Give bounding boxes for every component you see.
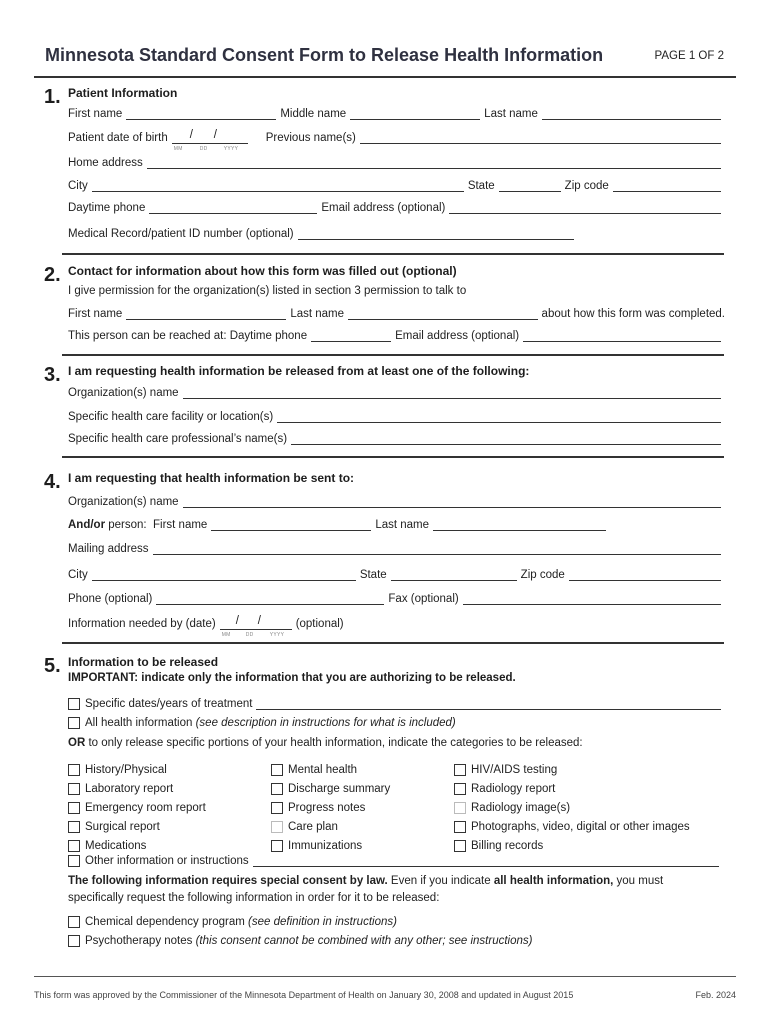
recipient-first-name-field[interactable] (211, 520, 371, 531)
patient-first-name-field[interactable] (126, 109, 276, 120)
recipient-last-name-label: Last name (375, 519, 430, 531)
contact-last-name-label: Last name (290, 308, 345, 320)
category-column-2 (271, 760, 390, 855)
section-2-title: Contact for information about how this form was filled out (optional) (68, 264, 457, 278)
category-label: Mental health (288, 763, 358, 776)
checkbox[interactable] (454, 840, 466, 852)
release-org-field[interactable] (183, 388, 721, 399)
date-slash-2: / (257, 615, 261, 627)
checkbox[interactable] (271, 821, 283, 833)
category-er[interactable] (68, 798, 206, 817)
first-name-label: First name (68, 108, 123, 120)
zip-label: Zip code (564, 180, 609, 192)
special-consent-bold: The following information requires special consent by law. (68, 875, 388, 887)
patient-dob-field[interactable] (172, 129, 248, 152)
patient-middle-name-field[interactable] (350, 109, 480, 120)
category-label: Immunizations (288, 839, 363, 852)
category-discharge[interactable] (271, 779, 390, 798)
chemical-dependency-note: (see definition in instructions) (248, 916, 397, 928)
recipient-fax-label: Fax (optional) (388, 593, 459, 605)
form-title: Minnesota Standard Consent Form to Release Health Information (45, 45, 604, 65)
section-4-title: I am requesting that health information be sent to: (68, 471, 355, 485)
category-label: Laboratory report (85, 782, 174, 795)
checkbox[interactable] (454, 764, 466, 776)
email-field[interactable] (449, 203, 721, 214)
recipient-phone-label: Phone (optional) (68, 593, 153, 605)
divider (62, 253, 724, 255)
checkbox[interactable] (454, 783, 466, 795)
or-label: OR (68, 737, 86, 749)
mailing-address-label: Mailing address (68, 543, 149, 555)
dob-mm-hint: MM (173, 146, 183, 152)
dob-slash-2: / (213, 129, 217, 141)
category-label: Radiology report (471, 782, 556, 795)
specific-dates-field[interactable] (256, 699, 721, 710)
category-history[interactable] (68, 760, 206, 779)
contact-email-field[interactable] (523, 331, 721, 342)
contact-first-name-field[interactable] (126, 309, 286, 320)
recipient-last-name-field[interactable] (433, 520, 606, 531)
recipient-phone-field[interactable] (156, 594, 384, 605)
other-info-label: Other information or instructions (85, 855, 249, 867)
important-note: IMPORTANT: indicate only the information that you are authorizing to be released. (68, 672, 516, 684)
dob-yyyy-hint: YYYY (223, 146, 239, 152)
category-label: Billing records (471, 839, 544, 852)
section-3-number: 3. (44, 364, 61, 386)
recipient-org-label: Organization(s) name (68, 496, 179, 508)
all-info-label: All health information (85, 717, 196, 729)
contact-email-label: Email address (optional) (395, 330, 520, 342)
date-dd-hint: DD (245, 632, 254, 638)
date-yyyy-hint: YYYY (269, 632, 285, 638)
section-3-title: I am requesting health information be released from at least one of the following: (68, 364, 530, 378)
section-1-title: Patient Information (68, 86, 178, 100)
category-label: Surgical report (85, 820, 160, 833)
special-consent-text: Even if you indicate (387, 875, 494, 887)
recipient-city-field[interactable] (92, 570, 356, 581)
divider (62, 642, 724, 644)
category-billing[interactable] (454, 836, 690, 855)
previous-names-field[interactable] (360, 133, 721, 144)
professional-label: Specific health care professional’s name(s) (68, 433, 288, 445)
checkbox[interactable] (454, 821, 466, 833)
specific-dates-label: Specific dates/years of treatment (85, 698, 253, 710)
mailing-address-field[interactable] (153, 544, 721, 555)
zip-field[interactable] (613, 181, 721, 192)
section-2-number: 2. (44, 264, 61, 286)
psychotherapy-checkbox[interactable] (68, 935, 80, 947)
andor-label: And/or (68, 519, 106, 531)
dob-dd-hint: DD (199, 146, 208, 152)
footer-approval-text: This form was approved by the Commissioner of the Minnesota Department of Health on January 30, 2008 and updated in August 2015 (34, 990, 574, 1000)
recipient-zip-label: Zip code (520, 569, 565, 581)
category-progress[interactable] (271, 798, 390, 817)
state-label: State (467, 180, 495, 192)
daytime-phone-label: Daytime phone (68, 202, 146, 214)
checkbox[interactable] (68, 783, 80, 795)
psychotherapy-note: (this consent cannot be combined with any other; see instructions) (195, 935, 533, 947)
state-field[interactable] (499, 181, 561, 192)
recipient-state-label: State (359, 569, 387, 581)
category-photographs[interactable] (454, 817, 690, 836)
mrn-field[interactable] (298, 229, 574, 240)
category-immunizations[interactable] (271, 836, 390, 855)
or-text: to only release specific portions of your health information, indicate the categories to be released: (85, 737, 583, 749)
date-slash-1: / (235, 615, 239, 627)
checkbox[interactable] (68, 840, 80, 852)
previous-names-label: Previous name(s) (265, 132, 356, 144)
category-label: Progress notes (288, 801, 366, 814)
release-org-label: Organization(s) name (68, 387, 179, 399)
special-consent-text-2: you must (613, 875, 664, 887)
section-4-number: 4. (44, 471, 61, 493)
other-info-field[interactable] (253, 856, 719, 867)
contact-phone-label: This person can be reached at: Daytime phone (68, 330, 308, 342)
checkbox[interactable] (68, 802, 80, 814)
psychotherapy-label: Psychotherapy notes (85, 935, 196, 947)
professional-field[interactable] (291, 434, 721, 445)
all-info-checkbox[interactable] (68, 717, 80, 729)
about-text: about how this form was completed. (541, 308, 725, 320)
category-label: Medications (85, 839, 147, 852)
checkbox[interactable] (68, 764, 80, 776)
page-number: PAGE 1 OF 2 (654, 50, 724, 62)
special-consent-bold-2: all health information, (493, 875, 614, 887)
category-column-3 (454, 760, 690, 855)
home-address-label: Home address (68, 157, 143, 169)
category-column-1 (68, 760, 206, 855)
category-label: Discharge summary (288, 782, 391, 795)
section-5-number: 5. (44, 655, 61, 677)
category-surgical[interactable] (68, 817, 206, 836)
needed-by-date-field[interactable] (220, 615, 292, 638)
contact-last-name-field[interactable] (348, 309, 538, 320)
recipient-state-field[interactable] (391, 570, 517, 581)
middle-name-label: Middle name (280, 108, 347, 120)
divider (62, 354, 724, 356)
category-medications[interactable] (68, 836, 206, 855)
email-label: Email address (optional) (321, 202, 446, 214)
recipient-fax-field[interactable] (463, 594, 721, 605)
date-mm-hint: MM (221, 632, 231, 638)
category-label: Photographs, video, digital or other images (471, 820, 690, 833)
checkbox[interactable] (271, 764, 283, 776)
all-info-note: (see description in instructions for what is included) (195, 717, 456, 729)
chemical-dependency-label: Chemical dependency program (85, 916, 249, 928)
needed-by-optional: (optional) (295, 618, 344, 630)
category-label: Radiology image(s) (471, 801, 571, 814)
category-radiology-image[interactable] (454, 798, 690, 817)
dob-slash-1: / (189, 129, 193, 141)
chemical-dependency-checkbox[interactable] (68, 916, 80, 928)
last-name-label: Last name (484, 108, 538, 120)
daytime-phone-field[interactable] (149, 203, 317, 214)
mrn-label: Medical Record/patient ID number (optional) (68, 228, 294, 240)
category-hiv[interactable] (454, 760, 690, 779)
checkbox[interactable] (271, 802, 283, 814)
checkbox[interactable] (271, 783, 283, 795)
category-care-plan[interactable] (271, 817, 390, 836)
permission-text: I give permission for the organization(s) listed in section 3 permission to talk to (68, 285, 467, 297)
section-5-title: Information to be released (68, 655, 219, 669)
dob-label: Patient date of birth (68, 132, 168, 144)
checkbox[interactable] (68, 821, 80, 833)
divider (62, 456, 724, 458)
specific-dates-checkbox[interactable] (68, 698, 80, 710)
category-label: HIV/AIDS testing (471, 763, 558, 776)
category-label: Emergency room report (85, 801, 206, 814)
category-lab[interactable] (68, 779, 206, 798)
checkbox[interactable] (271, 840, 283, 852)
city-label: City (68, 180, 88, 192)
category-radiology-report[interactable] (454, 779, 690, 798)
contact-first-name-label: First name (68, 308, 123, 320)
footer-date: Feb. 2024 (695, 990, 736, 1000)
recipient-city-label: City (68, 569, 88, 581)
checkbox[interactable] (454, 802, 466, 814)
facility-field[interactable] (277, 412, 721, 423)
section-1-number: 1. (44, 86, 61, 108)
recipient-org-field[interactable] (183, 497, 721, 508)
contact-phone-field[interactable] (311, 331, 391, 342)
special-consent-line-1 (68, 875, 663, 887)
footer-divider (34, 976, 736, 977)
special-consent-line-2: specifically request the following information in order for it to be released: (68, 892, 440, 904)
patient-last-name-field[interactable] (542, 109, 721, 120)
city-field[interactable] (92, 181, 464, 192)
facility-label: Specific health care facility or location(s) (68, 411, 274, 423)
category-mental-health[interactable] (271, 760, 390, 779)
divider (34, 76, 736, 78)
recipient-zip-field[interactable] (569, 570, 721, 581)
needed-by-label: Information needed by (date) (68, 618, 216, 630)
category-label: History/Physical (85, 763, 167, 776)
recipient-first-name-label: person: First name (105, 519, 208, 531)
home-address-field[interactable] (147, 158, 721, 169)
category-label: Care plan (288, 820, 338, 833)
other-info-checkbox[interactable] (68, 855, 80, 867)
